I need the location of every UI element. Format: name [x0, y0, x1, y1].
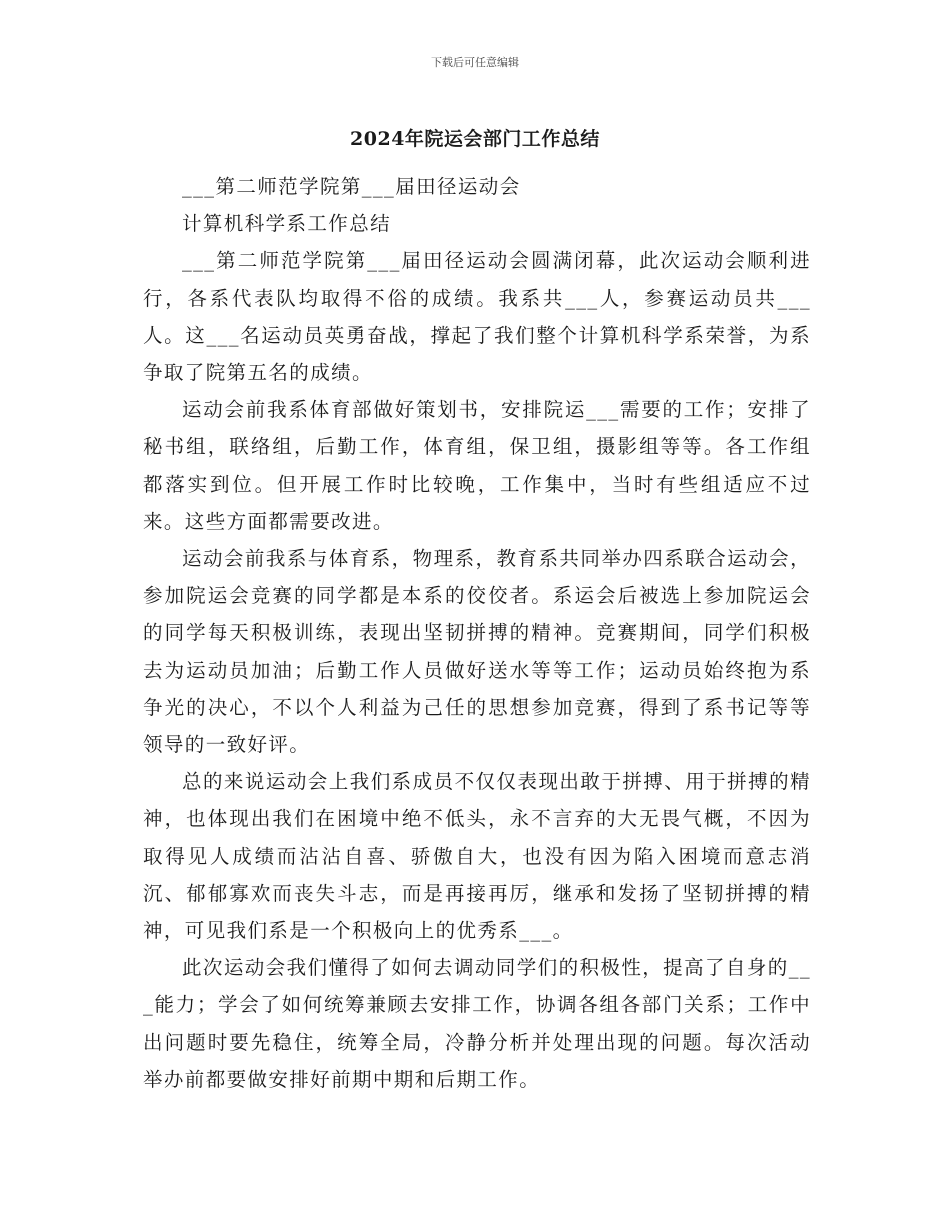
subtitle-department: 计算机科学系工作总结	[182, 212, 392, 236]
subtitle-event: ___第二师范学院第___届田径运动会	[182, 175, 521, 198]
document-body	[143, 168, 811, 1098]
paragraph-summary: 总的来说运动会上我们系成员不仅仅表现出敢于拼搏、用于拼搏的精神，也体现出我们在困境中绝不低头，永不言弃的大无畏气概，不因为取得见人成绩而沾沾自喜、骄傲自大，也没有因为陷入困境而意志消沉、郁郁寡欢而丧失斗志，而是再接再厉，继承和发扬了坚韧拼搏的精神，可见我们系是一个积极向上的优秀系___。	[143, 770, 811, 943]
paragraph-intro: ___第二师范学院第___届田径运动会圆满闭幕，此次运动会顺利进行，各系代表队均取得不俗的成绩。我系共___人，参赛运动员共___人。这___名运动员英勇奋战，撑起了我们整个计算机科学系荣誉，为系争取了院第五名的成绩。	[143, 249, 811, 385]
document-title: 2024年院运会部门工作总结	[350, 128, 600, 150]
paragraph-lessons: 此次运动会我们懂得了如何去调动同学们的积极性，提高了自身的___能力；学会了如何统筹兼顾去安排工作，协调各组各部门关系；工作中出问题时要先稳住，统筹全局，冷静分析并处理出现的问题。每次活动举办前都要做安排好前期中期和后期工作。	[143, 956, 811, 1091]
page-header-note: 下载后可任意编辑	[431, 56, 519, 69]
paragraph-preparation: 运动会前我系体育部做好策划书，安排院运___需要的工作；安排了秘书组，联络组，后勤工作，体育组，保卫组，摄影组等等。各工作组都落实到位。但开展工作时比较晚，工作集中，当时有些组适应不过来。这些方面都需要改进。	[143, 398, 811, 533]
paragraph-joint-games: 运动会前我系与体育系，物理系，教育系共同举办四系联合运动会，参加院运会竞赛的同学都是本系的佼佼者。系运会后被选上参加院运会的同学每天积极训练，表现出坚韧拼搏的精神。竞赛期间，同学们积极去为运动员加油；后勤工作人员做好送水等等工作；运动员始终抱为系争光的决心，不以个人利益为己任的思想参加竞赛，得到了系书记等等领导的一致好评。	[143, 547, 811, 757]
